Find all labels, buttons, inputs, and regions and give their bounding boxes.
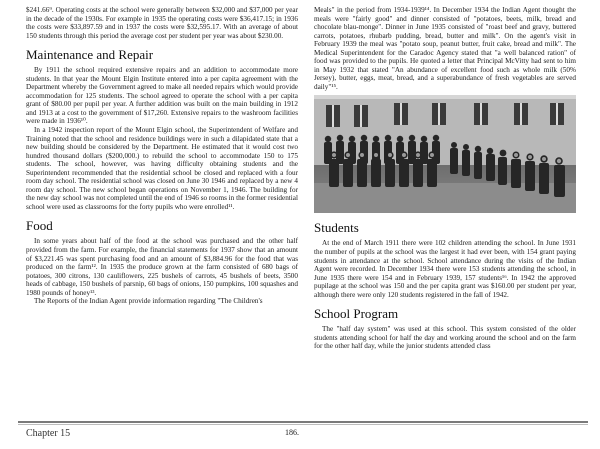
photo-illustration [314,95,576,213]
chapter-label: Chapter 15 [26,428,71,439]
paragraph-maintenance-2: In a 1942 inspection report of the Mount Elgin school, the Superintendent of Welfare and Training noted that the school and residence buildings were in such a dilapidated state that a new building should be considered by the Department. He estimated that it would cost two hundred thousand dollars ($200,000.) to rebuild the school to accommodate 150 to 175 students. The school, however, was having difficulty obtaining students and the Superintendent recommended that the residential school be closed and replaced with a four room day school. The residential school was closed on June 30 1946 and replaced by a new 4 room day school. The new school began operations on November 1, 1946. The building for the new day school was not completed until the end of 1946 so rooms in the former residential school were used as classrooms for the forty pupils who were enrolled¹¹. [26,126,298,211]
paragraph-meals: Meals" in the period from 1934-1939¹⁴. In December 1934 the Indian Agent thought the meals were "fairly good" and dinner consisted of "potatoes, beets, milk, bread and chocolate blau-monge". Dinner in June 1935 consisted of "roast beef and gravy, buttered carrots, potatoes, rhubarb pudding, bread, butter and milk". On the agent's visit in February 1939 the meal was "potato soup, peanut butter, fruit cake, bread and milk". The Medical Superintendent for the Caradoc Agency stated that "a well balanced ration" of food was provided to the pupils. He quoted a letter that Principal McVitty had sent to him in May 1932 that stated "An abundance of excellent food such as whole milk (50% Jersey), butter, eggs, meat, bread, and a superabundance of fresh vegetables are served daily"¹⁵. [314,6,576,91]
heading-maintenance-and-repair: Maintenance and Repair [26,47,154,63]
heading-students: Students [314,220,359,236]
historical-photograph [314,95,576,213]
left-column [26,6,298,306]
paragraph-operating-costs: $241.66⁹. Operating costs at the school were generally between $32,000 and $37,000 per year in the decade of the 1930s. For example in 1935 the operating costs were $36,417.15; in 1936 the costs were $33,897.59 and in 1937 the costs were $32,595.17. With an average of about 150 students through this period the average cost per student per year was about $230.00. [26,6,298,40]
right-column [314,6,576,351]
paragraph-school-program: The "half day system" was used at this school. This system consisted of the older students attending school for half the day and working around the school and on the farm for the other half day, while the junior students attended class [314,325,576,351]
heading-school-program: School Program [314,306,399,322]
paragraph-maintenance-1: By 1911 the school required extensive repairs and an addition to accommodate more students. In that year the Mount Elgin Institute entered into a per capita agreement with the Department whereby the Government agreed to make all needed repairs which would provide accommodation for 125 students. The school agreed to operate the school with a per capita grant of $80.00 per pupil per year. A further addition was built on the main building in 1912 and 1913 at a cost to the government of $17,260. Extensive repairs to the washroom facilities were made in 1936¹⁰. [26,66,298,126]
paragraph-food-1: In some years about half of the food at the school was purchased and the other half provided from the farm. For example, the financial statements for 1937 show that an amount of $3,221.45 was spent purchasing food and an amount of $3,884.96 for the food that was produced on the farm¹². In 1935 the produce grown at the farm consisted of 680 bags of potatoes, 300 citrons, 130 cauliflowers, 225 bushels of carrots, 45 bushels of beets, 3500 heads of cabbage, 150 bushels of parsnip, 60 bags of onions, 150 pumpkins, 100 squashes and 1980 pounds of honey¹³. [26,237,298,297]
paragraph-students: At the end of March 1911 there were 102 children attending the school. In June 1931 the number of pupils at the school was the largest it had ever been, with 154 grant paying students in attendance at the school. School attendance during the visits of the Indian Agent were recorded. In December 1934 there were 153 students attending the school, in June 1935 there were 154 and in February 1939, 157 students¹⁶. In 1942 the approved pupilage at the school was 150 and the per capita grant was $160.00 per student per year, although there were only 120 students registered in the fall of 1942. [314,239,576,299]
paragraph-food-2: The Reports of the Indian Agent provide information regarding "The Children's [34,297,263,306]
heading-food: Food [26,218,53,234]
page-number: 186. [285,428,299,437]
footer-rule-thin [18,424,588,425]
footer-rule [18,421,588,423]
